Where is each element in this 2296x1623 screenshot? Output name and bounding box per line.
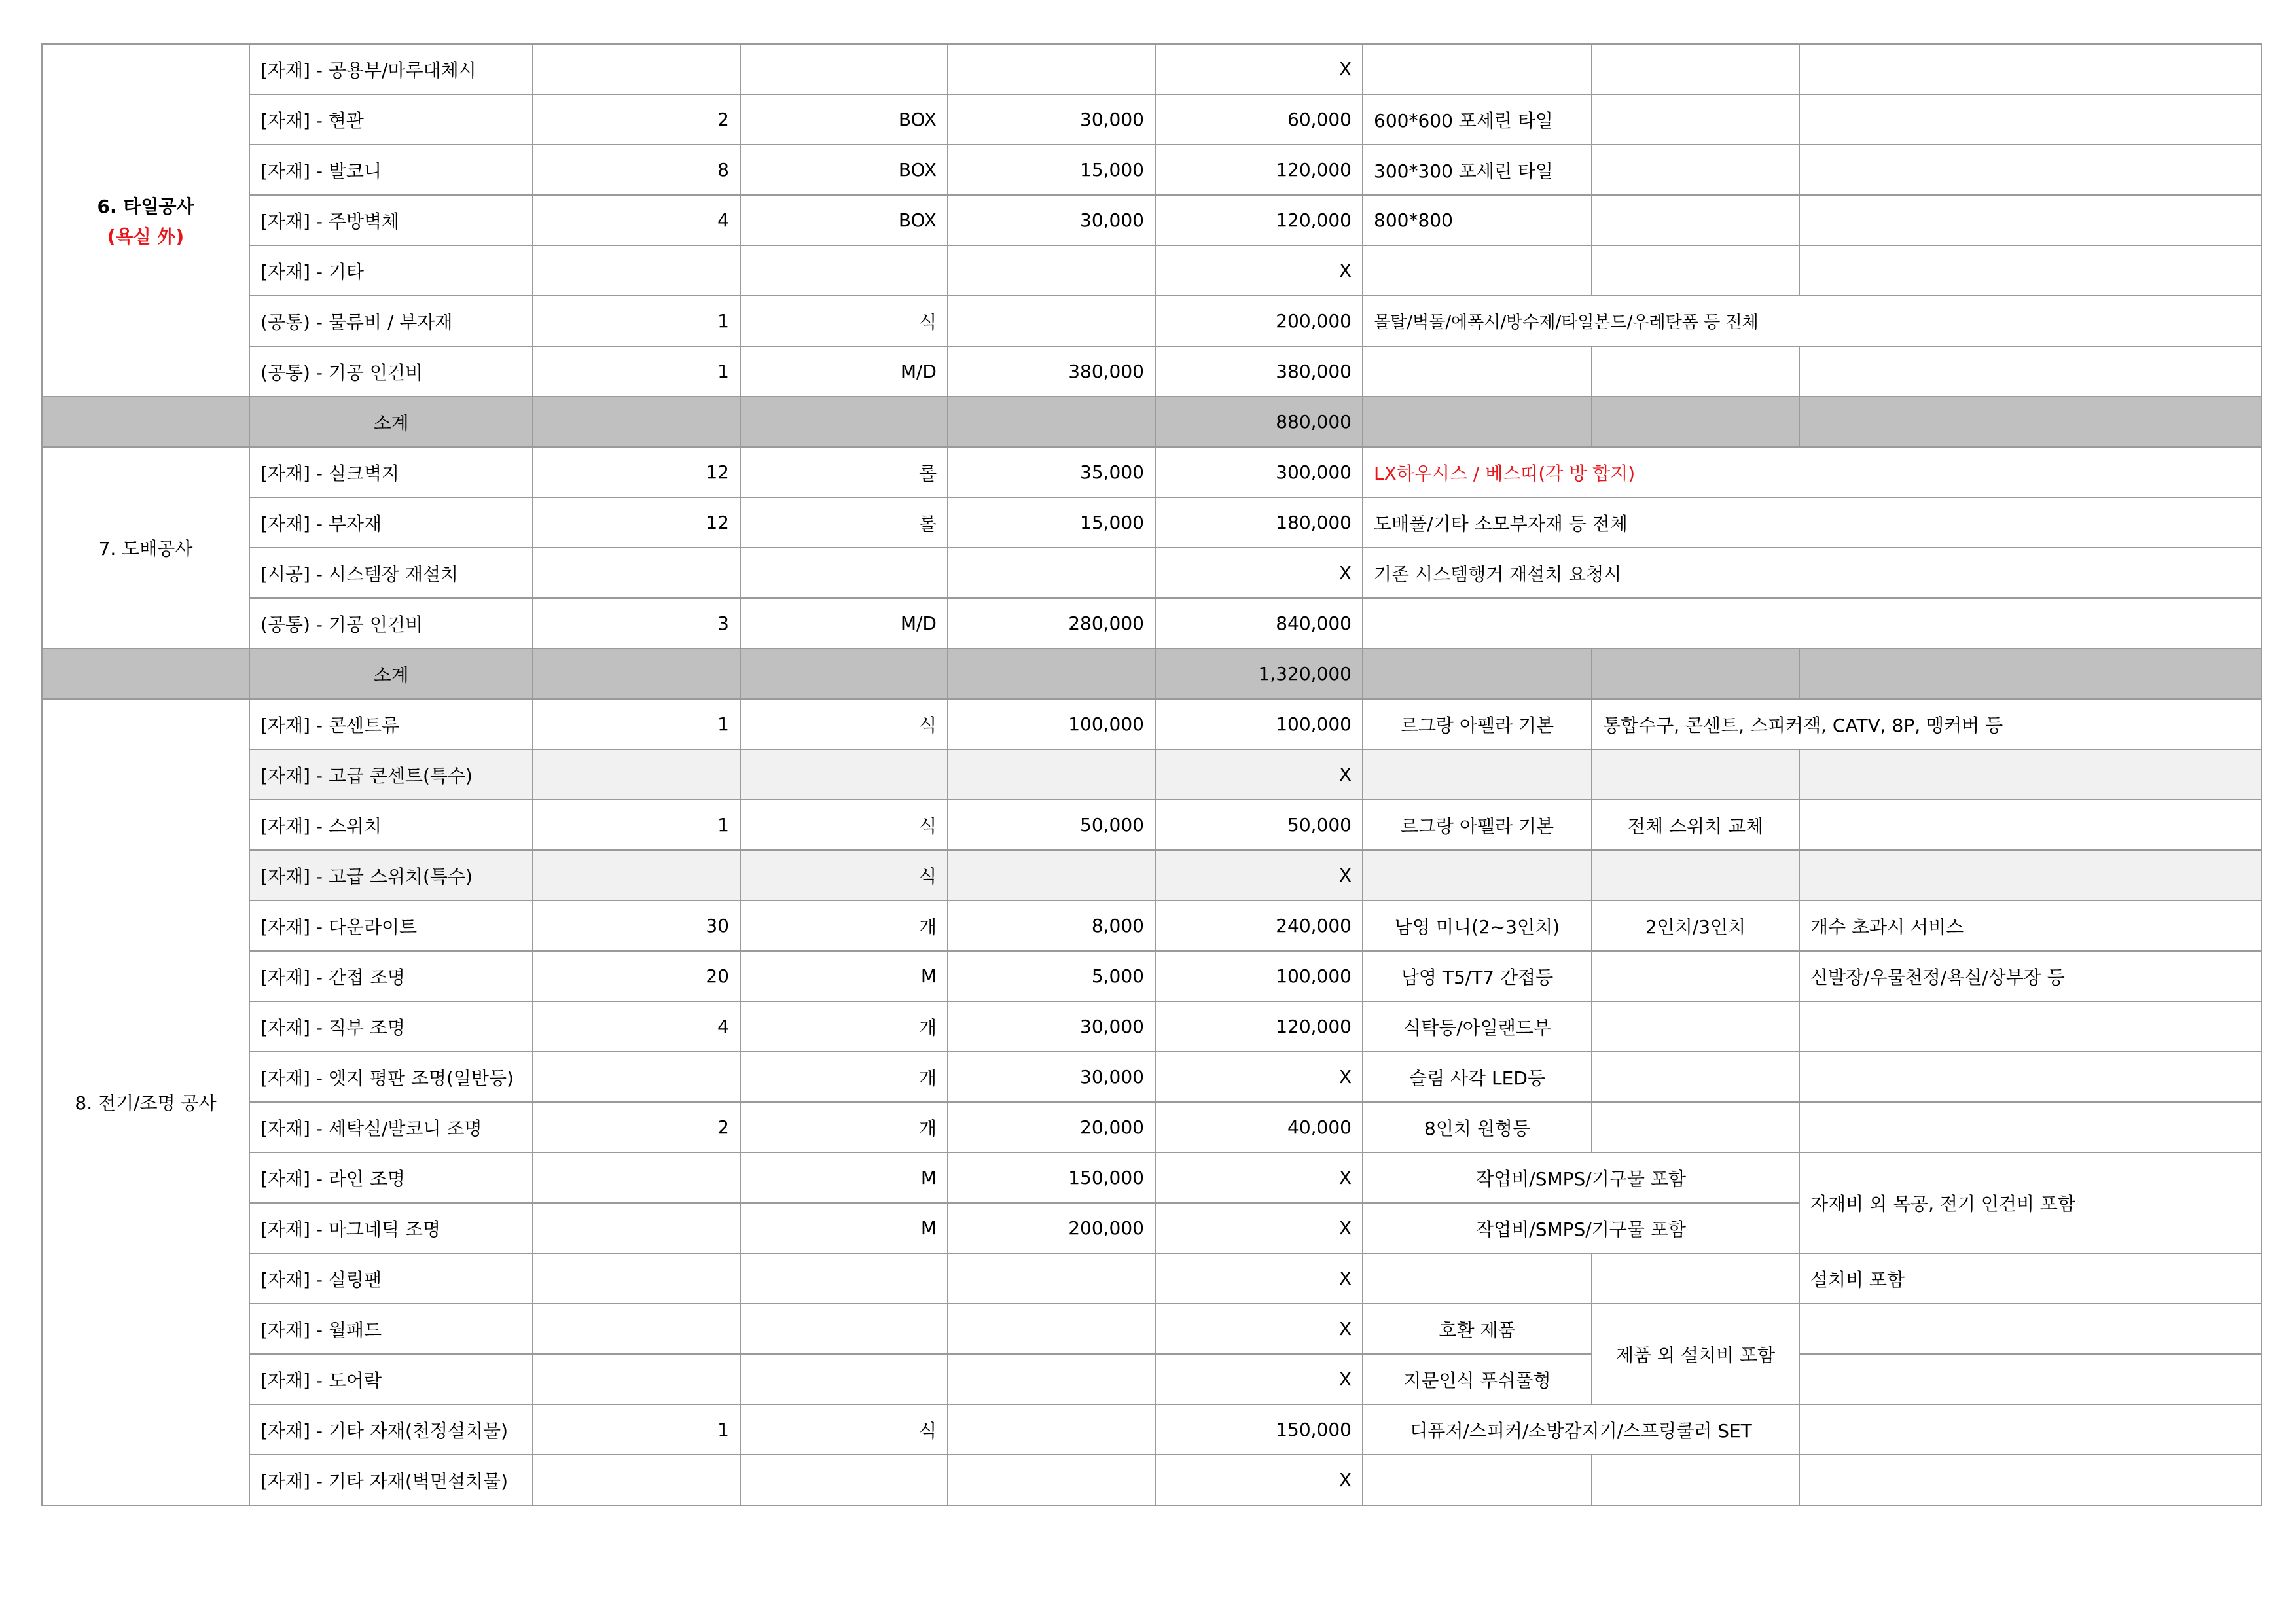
amount-cell: X [1155, 1455, 1363, 1505]
qty-cell [533, 1354, 740, 1404]
subtotal-blank [42, 397, 249, 447]
amount-cell: 150,000 [1155, 1404, 1363, 1455]
amount-cell: 120,000 [1155, 1001, 1363, 1052]
amount-cell: 60,000 [1155, 94, 1363, 145]
price-cell [948, 44, 1155, 94]
unit-cell: 식 [740, 850, 948, 901]
table-row [42, 800, 2261, 850]
amount-cell: 840,000 [1155, 598, 1363, 649]
item-name: [자재] - 직부 조명 [249, 1001, 533, 1052]
unit-cell: M/D [740, 598, 948, 649]
unit-cell: M [740, 951, 948, 1001]
section-note: (욕실 外) [107, 225, 185, 247]
note1-cell [1363, 245, 1592, 296]
item-name: (공통) - 기공 인건비 [249, 598, 533, 649]
table-row [42, 296, 2261, 346]
note1-cell: 남영 T5/T7 간접등 [1363, 951, 1592, 1001]
price-cell: 5,000 [948, 951, 1155, 1001]
amount-cell: X [1155, 1304, 1363, 1354]
note1-cell: 800*800 [1363, 195, 1592, 245]
note2-cell [1592, 195, 1799, 245]
section-electric-cell [42, 699, 249, 1505]
amount-cell: X [1155, 44, 1363, 94]
item-name: [자재] - 기타 자재(천정설치물) [249, 1404, 533, 1455]
price-cell: 15,000 [948, 497, 1155, 548]
qty-cell: 1 [533, 699, 740, 749]
note2-cell: 통합수구, 콘센트, 스피커잭, CATV, 8P, 맹커버 등 [1592, 699, 2261, 749]
subtotal-blank [948, 397, 1155, 447]
item-name: [자재] - 도어락 [249, 1354, 533, 1404]
qty-cell [533, 749, 740, 800]
amount-cell: 100,000 [1155, 699, 1363, 749]
item-name: [자재] - 마그네틱 조명 [249, 1203, 533, 1253]
subtotal-row [42, 397, 2261, 447]
unit-cell: 개 [740, 901, 948, 951]
note2-cell [1592, 346, 1799, 397]
table-row [42, 1455, 2261, 1505]
amount-cell: X [1155, 850, 1363, 901]
note1-cell [1363, 44, 1592, 94]
subtotal-blank [1799, 397, 2261, 447]
table-row [42, 951, 2261, 1001]
qty-cell [533, 548, 740, 598]
amount-cell: 50,000 [1155, 800, 1363, 850]
item-name: [자재] - 월패드 [249, 1304, 533, 1354]
table-row [42, 1304, 2261, 1354]
note3-cell [1799, 1052, 2261, 1102]
table-row [42, 749, 2261, 800]
note2-cell [1592, 1253, 1799, 1304]
note1-cell: 8인치 원형등 [1363, 1102, 1592, 1152]
qty-cell [533, 1052, 740, 1102]
qty-cell [533, 1304, 740, 1354]
note1-cell: 300*300 포세린 타일 [1363, 145, 1592, 195]
table-row [42, 195, 2261, 245]
unit-cell: 식 [740, 800, 948, 850]
amount-cell: 200,000 [1155, 296, 1363, 346]
table-row [42, 44, 2261, 94]
table-row [42, 1253, 2261, 1304]
note2-cell: 2인치/3인치 [1592, 901, 1799, 951]
note1-cell: 작업비/SMPS/기구물 포함 [1363, 1203, 1799, 1253]
section-title: 7. 도배공사 [98, 538, 193, 560]
note3-cell [1799, 749, 2261, 800]
qty-cell: 2 [533, 1102, 740, 1152]
table-row [42, 497, 2261, 548]
item-name: [자재] - 공용부/마루대체시 [249, 44, 533, 94]
table-row [42, 1354, 2261, 1404]
note3-cell [1799, 800, 2261, 850]
amount-cell: 240,000 [1155, 901, 1363, 951]
note3-cell [1799, 1304, 2261, 1354]
note2-cell [1592, 145, 1799, 195]
price-cell [948, 1354, 1155, 1404]
subtotal-blank [1592, 649, 1799, 699]
item-name: [자재] - 다운라이트 [249, 901, 533, 951]
unit-cell [740, 1455, 948, 1505]
unit-cell: 식 [740, 1404, 948, 1455]
price-cell [948, 548, 1155, 598]
note1-cell: 르그랑 아펠라 기본 [1363, 699, 1592, 749]
note2-cell [1592, 951, 1799, 1001]
table-row [42, 245, 2261, 296]
price-cell: 50,000 [948, 800, 1155, 850]
note1-cell: 도배풀/기타 소모부자재 등 전체 [1363, 497, 2261, 548]
item-name: [자재] - 실링팬 [249, 1253, 533, 1304]
table-row [42, 699, 2261, 749]
unit-cell [740, 1253, 948, 1304]
amount-cell: X [1155, 245, 1363, 296]
item-name: [자재] - 기타 [249, 245, 533, 296]
item-name: [자재] - 주방벽체 [249, 195, 533, 245]
item-name: [자재] - 라인 조명 [249, 1152, 533, 1203]
item-name: [자재] - 실크벽지 [249, 447, 533, 497]
note3-cell [1799, 1001, 2261, 1052]
note1-cell [1363, 850, 1592, 901]
note2-cell [1592, 1102, 1799, 1152]
table-row [42, 850, 2261, 901]
unit-cell: BOX [740, 195, 948, 245]
unit-cell: M/D [740, 346, 948, 397]
item-name: [자재] - 콘센트류 [249, 699, 533, 749]
amount-cell: X [1155, 1052, 1363, 1102]
amount-cell: X [1155, 1203, 1363, 1253]
table-row [42, 145, 2261, 195]
price-cell [948, 850, 1155, 901]
item-name: [자재] - 스위치 [249, 800, 533, 850]
subtotal-row [42, 649, 2261, 699]
table-row [42, 1152, 2261, 1203]
note3-cell [1799, 195, 2261, 245]
amount-cell: 100,000 [1155, 951, 1363, 1001]
qty-cell [533, 245, 740, 296]
note1-cell [1363, 749, 1592, 800]
note3-cell [1799, 44, 2261, 94]
price-cell: 150,000 [948, 1152, 1155, 1203]
subtotal-blank [1592, 397, 1799, 447]
section-wallpaper-cell [42, 447, 249, 649]
amount-cell: X [1155, 1152, 1363, 1203]
note3-cell [1799, 94, 2261, 145]
price-cell: 8,000 [948, 901, 1155, 951]
unit-cell [740, 1354, 948, 1404]
note3-cell: 신발장/우물천정/욕실/상부장 등 [1799, 951, 2261, 1001]
table-row [42, 1102, 2261, 1152]
note3-cell: 개수 초과시 서비스 [1799, 901, 2261, 951]
qty-cell: 12 [533, 497, 740, 548]
qty-cell: 3 [533, 598, 740, 649]
section-title: 6. 타일공사 [97, 195, 194, 217]
qty-cell: 30 [533, 901, 740, 951]
price-cell [948, 296, 1155, 346]
note1-cell: 호환 제품 [1363, 1304, 1592, 1354]
price-cell: 30,000 [948, 1001, 1155, 1052]
price-cell [948, 1404, 1155, 1455]
unit-cell [740, 44, 948, 94]
item-name: [시공] - 시스템장 재설치 [249, 548, 533, 598]
price-cell: 30,000 [948, 195, 1155, 245]
subtotal-blank [740, 649, 948, 699]
unit-cell: 식 [740, 699, 948, 749]
note2-cell [1592, 245, 1799, 296]
table-row [42, 901, 2261, 951]
note3-cell [1799, 1404, 2261, 1455]
note1-cell: 식탁등/아일랜드부 [1363, 1001, 1592, 1052]
amount-cell: 40,000 [1155, 1102, 1363, 1152]
price-cell: 20,000 [948, 1102, 1155, 1152]
note3-cell [1799, 245, 2261, 296]
qty-cell: 4 [533, 1001, 740, 1052]
qty-cell [533, 44, 740, 94]
price-cell: 200,000 [948, 1203, 1155, 1253]
note1-cell: 몰탈/벽돌/에폭시/방수제/타일본드/우레탄폼 등 전체 [1363, 296, 2261, 346]
table-row [42, 1404, 2261, 1455]
note1-cell [1363, 598, 2261, 649]
note1-cell: 작업비/SMPS/기구물 포함 [1363, 1152, 1799, 1203]
table-row [42, 598, 2261, 649]
price-cell [948, 749, 1155, 800]
qty-cell: 1 [533, 800, 740, 850]
note1-cell: 기존 시스템행거 재설치 요청시 [1363, 548, 2261, 598]
note2-cell: 제품 외 설치비 포함 [1592, 1304, 1799, 1404]
item-name: [자재] - 기타 자재(벽면설치물) [249, 1455, 533, 1505]
unit-cell [740, 749, 948, 800]
unit-cell [740, 1304, 948, 1354]
amount-cell: 120,000 [1155, 145, 1363, 195]
subtotal-blank [1799, 649, 2261, 699]
note3-cell [1799, 1455, 2261, 1505]
price-cell [948, 245, 1155, 296]
price-cell: 15,000 [948, 145, 1155, 195]
subtotal-blank [42, 649, 249, 699]
qty-cell: 8 [533, 145, 740, 195]
subtotal-blank [740, 397, 948, 447]
qty-cell: 2 [533, 94, 740, 145]
price-cell: 30,000 [948, 1052, 1155, 1102]
note1-cell: 지문인식 푸쉬풀형 [1363, 1354, 1592, 1404]
qty-cell [533, 1152, 740, 1203]
note1-cell: 슬림 사각 LED등 [1363, 1052, 1592, 1102]
item-name: [자재] - 세탁실/발코니 조명 [249, 1102, 533, 1152]
subtotal-label: 소계 [249, 397, 533, 447]
table-row [42, 346, 2261, 397]
qty-cell: 4 [533, 195, 740, 245]
note2-cell [1592, 1001, 1799, 1052]
price-cell [948, 1253, 1155, 1304]
estimate-table [41, 43, 2262, 1506]
note1-cell: 600*600 포세린 타일 [1363, 94, 1592, 145]
table-row [42, 1052, 2261, 1102]
unit-cell [740, 245, 948, 296]
unit-cell: M [740, 1203, 948, 1253]
amount-cell: 380,000 [1155, 346, 1363, 397]
subtotal-label: 소계 [249, 649, 533, 699]
note3-cell: 자재비 외 목공, 전기 인건비 포함 [1799, 1152, 2261, 1253]
item-name: [자재] - 발코니 [249, 145, 533, 195]
note3-cell [1799, 346, 2261, 397]
note2-cell [1592, 44, 1799, 94]
note3-cell [1799, 1354, 2261, 1404]
price-cell [948, 1455, 1155, 1505]
note1-cell [1363, 346, 1592, 397]
price-cell: 280,000 [948, 598, 1155, 649]
item-name: [자재] - 부자재 [249, 497, 533, 548]
item-name: [자재] - 현관 [249, 94, 533, 145]
table-row [42, 548, 2261, 598]
price-cell: 380,000 [948, 346, 1155, 397]
subtotal-blank [533, 649, 740, 699]
qty-cell [533, 1203, 740, 1253]
note2-cell [1592, 1455, 1799, 1505]
price-cell: 100,000 [948, 699, 1155, 749]
price-cell: 35,000 [948, 447, 1155, 497]
table-row [42, 447, 2261, 497]
qty-cell [533, 850, 740, 901]
section-tile-cell [42, 44, 249, 397]
unit-cell [740, 548, 948, 598]
qty-cell: 20 [533, 951, 740, 1001]
amount-cell: 120,000 [1155, 195, 1363, 245]
amount-cell: X [1155, 749, 1363, 800]
note1-cell: 디퓨저/스피커/소방감지기/스프링쿨러 SET [1363, 1404, 1799, 1455]
subtotal-blank [533, 397, 740, 447]
item-name: [자재] - 엣지 평판 조명(일반등) [249, 1052, 533, 1102]
note3-cell [1799, 850, 2261, 901]
amount-cell: 300,000 [1155, 447, 1363, 497]
note2-cell [1592, 1052, 1799, 1102]
unit-cell: M [740, 1152, 948, 1203]
note2-cell [1592, 850, 1799, 901]
note1-cell: 르그랑 아펠라 기본 [1363, 800, 1592, 850]
subtotal-blank [1363, 397, 1592, 447]
qty-cell: 1 [533, 346, 740, 397]
note2-cell: 전체 스위치 교체 [1592, 800, 1799, 850]
unit-cell: 개 [740, 1102, 948, 1152]
note1-cell: 남영 미니(2~3인치) [1363, 901, 1592, 951]
note3-cell [1799, 1102, 2261, 1152]
amount-cell: X [1155, 548, 1363, 598]
unit-cell: BOX [740, 145, 948, 195]
subtotal-amount: 1,320,000 [1155, 649, 1363, 699]
subtotal-amount: 880,000 [1155, 397, 1363, 447]
note2-cell [1592, 749, 1799, 800]
table-row [42, 94, 2261, 145]
qty-cell [533, 1455, 740, 1505]
unit-cell: BOX [740, 94, 948, 145]
item-name: (공통) - 기공 인건비 [249, 346, 533, 397]
unit-cell: 롤 [740, 447, 948, 497]
qty-cell: 12 [533, 447, 740, 497]
unit-cell: 식 [740, 296, 948, 346]
note1-cell [1363, 1455, 1592, 1505]
note1-cell: LX하우시스 / 베스띠(각 방 합지) [1363, 447, 2261, 497]
subtotal-blank [1363, 649, 1592, 699]
table-row [42, 1001, 2261, 1052]
qty-cell: 1 [533, 1404, 740, 1455]
note3-cell [1799, 145, 2261, 195]
item-name: [자재] - 고급 스위치(특수) [249, 850, 533, 901]
note3-cell: 설치비 포함 [1799, 1253, 2261, 1304]
item-name: [자재] - 고급 콘센트(특수) [249, 749, 533, 800]
price-cell: 30,000 [948, 94, 1155, 145]
qty-cell: 1 [533, 296, 740, 346]
note2-cell [1592, 94, 1799, 145]
qty-cell [533, 1253, 740, 1304]
item-name: [자재] - 간접 조명 [249, 951, 533, 1001]
price-cell [948, 1304, 1155, 1354]
unit-cell: 개 [740, 1001, 948, 1052]
section-title: 8. 전기/조명 공사 [75, 1092, 217, 1114]
note1-cell [1363, 1253, 1592, 1304]
unit-cell: 개 [740, 1052, 948, 1102]
amount-cell: X [1155, 1354, 1363, 1404]
subtotal-blank [948, 649, 1155, 699]
item-name: (공통) - 물류비 / 부자재 [249, 296, 533, 346]
unit-cell: 롤 [740, 497, 948, 548]
amount-cell: 180,000 [1155, 497, 1363, 548]
amount-cell: X [1155, 1253, 1363, 1304]
